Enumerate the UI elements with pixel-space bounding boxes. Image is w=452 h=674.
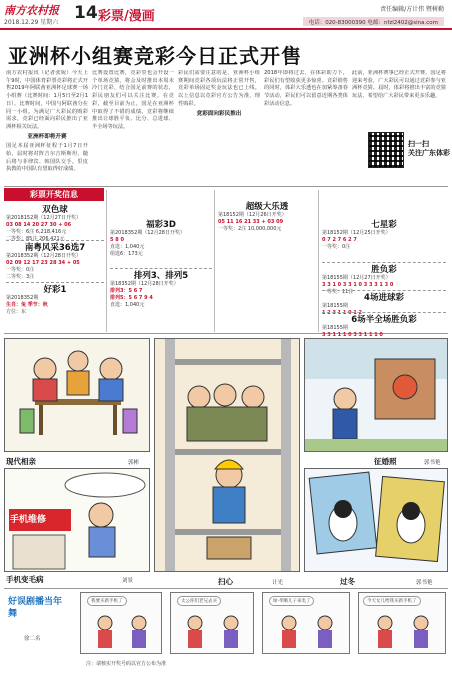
lottery-name: 超级大乐透 <box>245 202 289 212</box>
prize-line: 二等奖：85注 206,421元 <box>6 236 65 242</box>
comic-marriage-photo <box>304 338 448 452</box>
winning-numbers: 1 2 3 1 1 0 1 2 <box>322 310 363 316</box>
draw-info: 第18155期 <box>322 325 348 331</box>
prize-line: 方位：东 <box>6 309 27 315</box>
lottery-pailie <box>110 268 212 309</box>
article-column-2 <box>92 70 174 184</box>
winning-numbers: 排列3：5 6 7 <box>110 288 143 294</box>
draw-info: 第18155期 <box>322 303 348 309</box>
article-body-3: 彩民们需要注意的是，亚洲杯小组赛期间竞彩各项玩法将正常开售，竞彩单场固定奖金玩法也已上线。以上信息以竞彩官方公告为准，理性购彩。 <box>178 70 260 107</box>
winning-numbers: 3 3 1 0 3 3 1 0 3 3 3 1 3 0 <box>322 282 394 288</box>
panel-art <box>81 607 162 654</box>
winning-numbers: 0 7 2 7 6 2 7 <box>322 237 357 243</box>
draw-info: 第18152期（12月26日开奖） <box>218 212 287 218</box>
winning-numbers: 生肖：兔 季节：秋 <box>6 302 48 308</box>
sign-text: 手机维修 <box>10 515 47 525</box>
lottery-3d <box>110 218 212 258</box>
article-subhead-3: 竞彩面向彩民推出 <box>196 110 242 117</box>
qr-caption: 扫一扫 关注广东体彩 <box>408 140 450 157</box>
speech-bubble: 我要买新手机了 <box>87 596 127 606</box>
comic-title: 扫心 <box>218 577 233 586</box>
article-lead: 南方农村报讯（记者张妮）今天上午9时，中国体育彩票竞彩将正式开售2019年阿联酋亚洲杯足球赛一场小组赛（比赛时间：1月5日至2月1日）。比赛时间，中国与阿联酋分在同一小组。为满足广大彩民的购彩需求，竞彩已经面向彩民推出了亚洲杯相关玩法。 <box>6 70 88 130</box>
lottery-name: 排列3、排列5 <box>133 271 189 281</box>
strip-panel-4 <box>358 592 446 654</box>
strip-title: 好误剧播当年舞 <box>8 597 63 619</box>
draw-info: 第2018352期 <box>6 295 39 301</box>
article-body-4: 2018年即将过去，在体彩助力下，彩民们有望收获更多惊喜。竞彩销售的同时，体彩大乐透也在加紧筹备春节活动，彩民们可以留意近期各类体彩活动信息。 <box>264 70 348 107</box>
comic-art <box>305 469 448 572</box>
prize-line: 直选：1,040元 <box>110 244 145 250</box>
comic-title: 现代相亲 <box>6 457 36 466</box>
winning-numbers: 排列5：5 6 7 9 4 <box>110 295 153 301</box>
footer-note: 注：请核实开奖号码以官方公布为准 <box>86 661 167 667</box>
speech-bubble: 今天女儿给我买新手机了 <box>363 596 421 606</box>
page-number: 14 <box>74 3 98 23</box>
article-body-2: 比赛设置比赛，竞彩里也会开设一个单场竞猜，将会及时推出本周末冷门竞彩，结合国足前赛的状态，彩民朋友们可以关注比赛。在竞彩，截至目前为止，国足在亚洲杯中取得了不错的成绩。竞彩将继续推出让球胜平负、比分、总进球、半全场等玩法。 <box>92 70 174 130</box>
speech-bubble: 太公你们老兄去买 <box>177 596 221 606</box>
prize-line: 一等奖：2注 10,000,000元 <box>218 226 282 232</box>
comic-art <box>155 339 300 572</box>
draw-info: 第18152期（12月25日开奖） <box>322 230 391 236</box>
lottery-name: 4场进球彩 <box>364 293 404 303</box>
lottery-qxc <box>322 218 446 251</box>
strip-panel-3 <box>262 592 350 654</box>
article-column-5 <box>352 70 446 130</box>
strip-author: 徐二名 <box>24 636 41 642</box>
strip-panel-1 <box>80 592 162 654</box>
winning-numbers: 02 09 12 17 23 28 34 + 05 <box>6 260 80 266</box>
winning-numbers: 5 8 0 <box>110 237 124 243</box>
lottery-haocai1 <box>6 282 104 316</box>
draw-info: 第2018152期（12月27日开奖） <box>6 215 81 221</box>
lottery-ssq <box>6 203 104 243</box>
article-body-1: 国足本届亚洲杯征程于1月7日开始，届时将对阵吉尔吉斯斯坦，随后将与菲律宾、韩国队交手。里皮执教的中国队有望取得好成绩。 <box>6 143 88 173</box>
lottery-name: 七星彩 <box>371 220 397 230</box>
comic-title: 征婚照 <box>374 457 397 466</box>
lottery-6bqc <box>322 312 446 339</box>
comic-winter <box>304 468 448 572</box>
panel-art <box>171 607 254 654</box>
comic-author: 郭书艳 <box>424 460 441 466</box>
comic-modern-dating <box>4 338 150 452</box>
winning-numbers: 03 08 14 20 27 30 + 06 <box>6 222 72 228</box>
editor-line: 责任编辑/方计伟 暨树勤 <box>380 6 444 13</box>
article-column-3 <box>178 70 260 184</box>
draw-info: 第18352期（12月28日开奖） <box>110 281 179 287</box>
divider <box>214 190 215 332</box>
lottery-name: 福彩3D <box>146 220 176 230</box>
comic-author: 郭书艳 <box>416 580 433 586</box>
comic-art <box>5 339 150 452</box>
draw-info: 第2018352期（12月28日开奖） <box>6 253 81 259</box>
prize-line: 一等奖：0注 <box>322 244 351 250</box>
lottery-36-7 <box>6 240 104 281</box>
lottery-name: 好彩1 <box>43 285 67 295</box>
contact-line: 电话：020-83000390 电邮：nfzl2402@sina.com <box>303 17 444 26</box>
qr-code[interactable] <box>368 132 404 168</box>
draw-info: 第2018352期（12月28日开奖） <box>110 230 185 236</box>
draw-info: 第18155期（12月27日开奖） <box>322 275 391 281</box>
lottery-dlt <box>218 200 316 233</box>
article-body-5: 此前，亚洲杯赛事已经正式开赛。国足将迎来考验，广大彩民可以通过竞彩参与亚洲杯竞猜。届时，体彩将推出丰富的竞猜玩法，希望给广大彩民带来更多乐趣。 <box>352 70 446 100</box>
comic-author: 计光 <box>272 580 284 586</box>
divider <box>4 588 448 589</box>
divider <box>106 190 107 332</box>
lottery-name: 胜负彩 <box>371 265 397 275</box>
comic-title: 过冬 <box>340 577 355 586</box>
article-subhead-1: 亚洲杯即将开赛 <box>27 133 67 140</box>
comic-author: 郭彬 <box>128 460 140 466</box>
strip-panel-2 <box>170 592 254 654</box>
prize-line: 直选：1,040元 <box>110 302 145 308</box>
prize-line: 一等奖：0注 <box>6 267 35 273</box>
section-title: 彩票/漫画 <box>98 9 155 24</box>
comic-title: 手机变毛病 <box>6 575 44 584</box>
comic-center <box>154 338 300 572</box>
lottery-name: 双色球 <box>42 205 68 215</box>
article-column-1 <box>6 70 88 184</box>
lottery-name: 南粤风采36选7 <box>24 243 86 253</box>
headline: 亚洲杯小组赛竞彩今日正式开售 <box>8 44 302 68</box>
prize-line: 一等奖：6注 6,218,416元 <box>6 229 67 235</box>
newspaper-logo: 南方农村报 <box>4 4 59 17</box>
panel-art <box>359 607 446 654</box>
article-column-4 <box>264 70 348 184</box>
speech-bubble: 绿·孝顺儿子来电了 <box>269 596 314 606</box>
winning-numbers: 05 11 16 21 33 + 03 09 <box>218 219 284 225</box>
comic-art <box>305 339 448 452</box>
panel-art <box>263 607 350 654</box>
prize-line: 一等奖：11注 <box>322 289 354 295</box>
divider <box>318 190 319 332</box>
winning-numbers: 3 3 1 1 1 0 3 3 1 1 1 0 <box>322 332 383 338</box>
prize-line: 二等奖：3注 <box>6 274 35 280</box>
issue-date: 2018.12.29 星期六 <box>4 19 59 26</box>
lottery-name: 6场半全场胜负彩 <box>351 315 417 325</box>
prize-line: 组选6：173元 <box>110 251 143 257</box>
comic-author: 刘景 <box>122 578 134 584</box>
lottery-title: 彩票开奖信息 <box>4 188 104 201</box>
